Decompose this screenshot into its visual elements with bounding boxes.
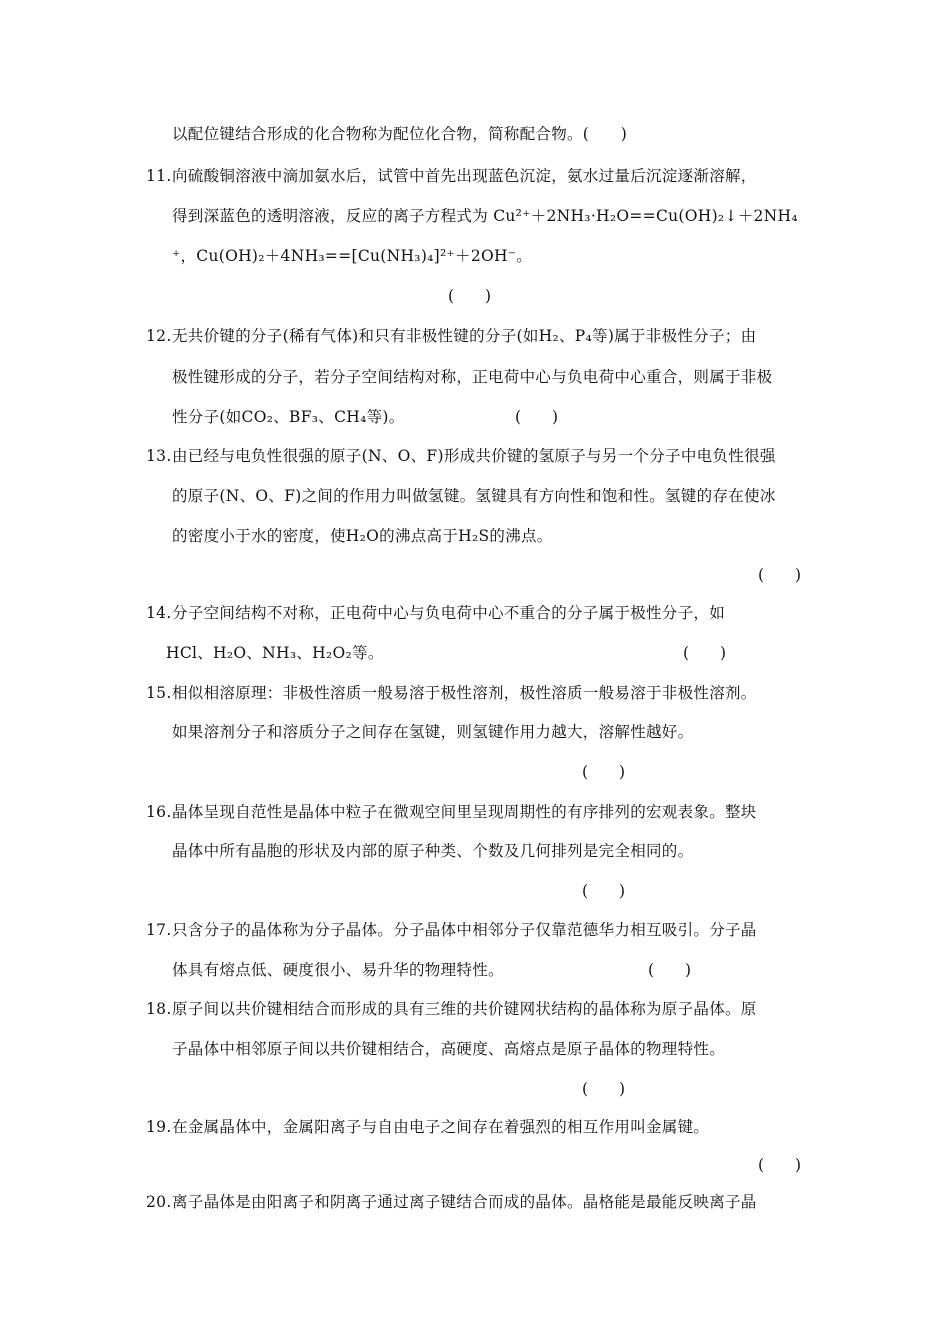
answer-paren: ( ) <box>582 763 626 781</box>
item-13-line-2: 的原子(N、O、F)之间的作用力叫做氢键。氢键具有方向性和饱和性。氢键的存在使冰 <box>172 487 776 505</box>
item-20-line-1: 离子晶体是由阳离子和阴离子通过离子键结合而成的晶体。晶格能是最能反映离子晶 <box>172 1193 757 1211</box>
item-number: 16. <box>146 803 172 821</box>
item-12-line-2: 极性键形成的分子，若分子空间结构对称，正电荷中心与负电荷中心重合，则属于非极 <box>172 368 773 386</box>
answer-paren: ( ) <box>582 1080 626 1098</box>
item-number: 11. <box>146 167 172 185</box>
item-11-line-3: ⁺，Cu(OH)₂＋4NH₃==[Cu(NH₃)₄]²⁺＋2OH⁻。 <box>172 247 533 265</box>
item-number: 17. <box>146 921 172 939</box>
item-18-line-1: 原子间以共价键相结合而形成的具有三维的共价键网状结构的晶体称为原子晶体。原 <box>172 1000 757 1018</box>
answer-paren: ( ) <box>683 644 727 662</box>
answer-paren: ( ) <box>758 566 802 584</box>
item-11-line-2: 得到深蓝色的透明溶液，反应的离子方程式为 Cu²⁺＋2NH₃·H₂O==Cu(OH)₂↓＋2NH₄ <box>172 207 798 225</box>
item-number: 12. <box>146 327 172 345</box>
answer-paren: ( ) <box>582 882 626 900</box>
item-15-line-2: 如果溶剂分子和溶质分子之间存在氢键，则氢键作用力越大，溶解性越好。 <box>172 723 694 741</box>
item-17-line-2: 体具有熔点低、硬度很小、易升华的物理特性。 <box>172 961 504 979</box>
answer-paren: ( ) <box>448 287 492 305</box>
item-15-line-1: 相似相溶原理：非极性溶质一般易溶于极性溶剂，极性溶质一般易溶于非极性溶剂。 <box>172 684 757 702</box>
answer-paren: ( ) <box>648 961 692 979</box>
item-14-line-2: HCl、H₂O、NH₃、H₂O₂等。 <box>166 644 384 662</box>
item-number: 18. <box>146 1000 172 1018</box>
item-11-line-1: 向硫酸铜溶液中滴加氨水后，试管中首先出现蓝色沉淀，氨水过量后沉淀逐渐溶解， <box>172 167 757 185</box>
item-16-line-1: 晶体呈现自范性是晶体中粒子在微观空间里呈现周期性的有序排列的宏观表象。整块 <box>172 803 757 821</box>
item-13-line-1: 由已经与电负性很强的原子(N、O、F)形成共价键的氢原子与另一个分子中电负性很强 <box>172 447 776 465</box>
item-10-line-1: 以配位键结合形成的化合物称为配位化合物，简称配合物。( ) <box>172 125 628 143</box>
item-18-line-2: 子晶体中相邻原子间以共价键相结合，高硬度、高熔点是原子晶体的物理特性。 <box>172 1040 726 1058</box>
item-number: 14. <box>146 604 172 622</box>
item-13-line-3: 的密度小于水的密度，使H₂O的沸点高于H₂S的沸点。 <box>172 527 553 545</box>
item-number: 19. <box>146 1118 172 1136</box>
item-16-line-2: 晶体中所有晶胞的形状及内部的原子种类、个数及几何排列是完全相同的。 <box>172 842 694 860</box>
item-19-line-1: 在金属晶体中，金属阳离子与自由电子之间存在着强烈的相互作用叫金属键。 <box>172 1118 710 1136</box>
answer-paren: ( ) <box>758 1156 802 1174</box>
item-number: 20. <box>146 1193 172 1211</box>
item-17-line-1: 只含分子的晶体称为分子晶体。分子晶体中相邻分子仅靠范德华力相互吸引。分子晶 <box>172 921 757 939</box>
item-12-line-3: 性分子(如CO₂、BF₃、CH₄等)。 <box>172 408 405 426</box>
item-number: 13. <box>146 447 172 465</box>
answer-paren: ( ) <box>515 408 559 426</box>
item-14-line-1: 分子空间结构不对称，正电荷中心与负电荷中心不重合的分子属于极性分子，如 <box>172 604 726 622</box>
item-number: 15. <box>146 684 172 702</box>
item-12-line-1: 无共价键的分子(稀有气体)和只有非极性键的分子(如H₂、P₄等)属于非极性分子；由 <box>172 327 757 345</box>
